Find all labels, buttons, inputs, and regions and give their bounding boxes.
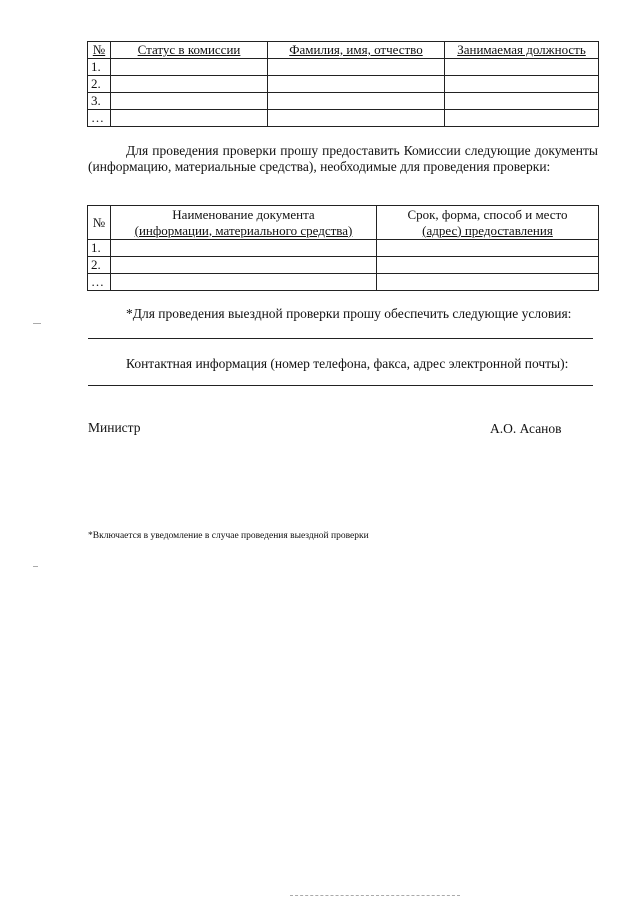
row-number: 1. [88, 240, 111, 257]
signatory-position: Министр [88, 420, 141, 435]
scan-artifact [33, 323, 41, 324]
table-cell [268, 93, 445, 110]
row-number: … [88, 110, 111, 127]
column-header-position: Занимаемая должность [445, 42, 599, 59]
table-header-row [88, 42, 599, 59]
table-cell [445, 93, 599, 110]
row-number: 3. [88, 93, 111, 110]
table-cell [445, 110, 599, 127]
table-cell [377, 274, 599, 291]
table-cell [268, 110, 445, 127]
column-header-term [377, 206, 599, 240]
table-cell [268, 59, 445, 76]
column-header-document [111, 206, 377, 240]
header-document-line2: (информации, материального средства) [134, 222, 353, 238]
scan-artifact [290, 895, 460, 896]
table-row [88, 59, 599, 76]
header-term-line2: (адрес) предоставления [422, 222, 553, 238]
contact-info-label: Контактная информация (номер телефона, факса, адрес электронной почты): [126, 356, 569, 371]
column-header-full-name: Фамилия, имя, отчество [268, 42, 445, 59]
row-number: 2. [88, 76, 111, 93]
table-cell [445, 59, 599, 76]
row-number: … [88, 274, 111, 291]
onsite-conditions-label: *Для проведения выездной проверки прошу обеспечить следующие условия: [126, 306, 572, 321]
table-row [88, 274, 599, 291]
table-row [88, 240, 599, 257]
footnote: *Включается в уведомление в случае проведения выездной проверки [88, 531, 369, 541]
commission-members-table [87, 41, 599, 127]
onsite-conditions-fill-line [88, 338, 593, 339]
table-row [88, 110, 599, 127]
table-header-row [88, 206, 599, 240]
table-cell [111, 59, 268, 76]
column-header-number: № [88, 206, 111, 240]
table-row [88, 93, 599, 110]
request-paragraph: Для проведения проверки прошу предоставить Комиссии следующие документы (информацию, материальные средства), необходимые для проведения проверки: [88, 143, 598, 174]
row-number: 2. [88, 257, 111, 274]
table-cell [111, 76, 268, 93]
contact-info-fill-line [88, 385, 593, 386]
column-header-number: № [88, 42, 111, 59]
table-cell [111, 110, 268, 127]
table-cell [111, 274, 377, 291]
signatory-name: А.О. Асанов [490, 421, 562, 436]
table-cell [111, 93, 268, 110]
table-cell [377, 240, 599, 257]
header-document-line1: Наименование документа [172, 206, 315, 222]
table-cell [268, 76, 445, 93]
table-cell [377, 257, 599, 274]
table-cell [111, 257, 377, 274]
table-cell [445, 76, 599, 93]
row-number: 1. [88, 59, 111, 76]
requested-documents-table [87, 205, 599, 291]
table-row [88, 257, 599, 274]
scan-artifact [33, 566, 38, 567]
table-row [88, 76, 599, 93]
column-header-status: Статус в комиссии [111, 42, 268, 59]
header-term-line1: Срок, форма, способ и место [407, 206, 568, 222]
table-cell [111, 240, 377, 257]
